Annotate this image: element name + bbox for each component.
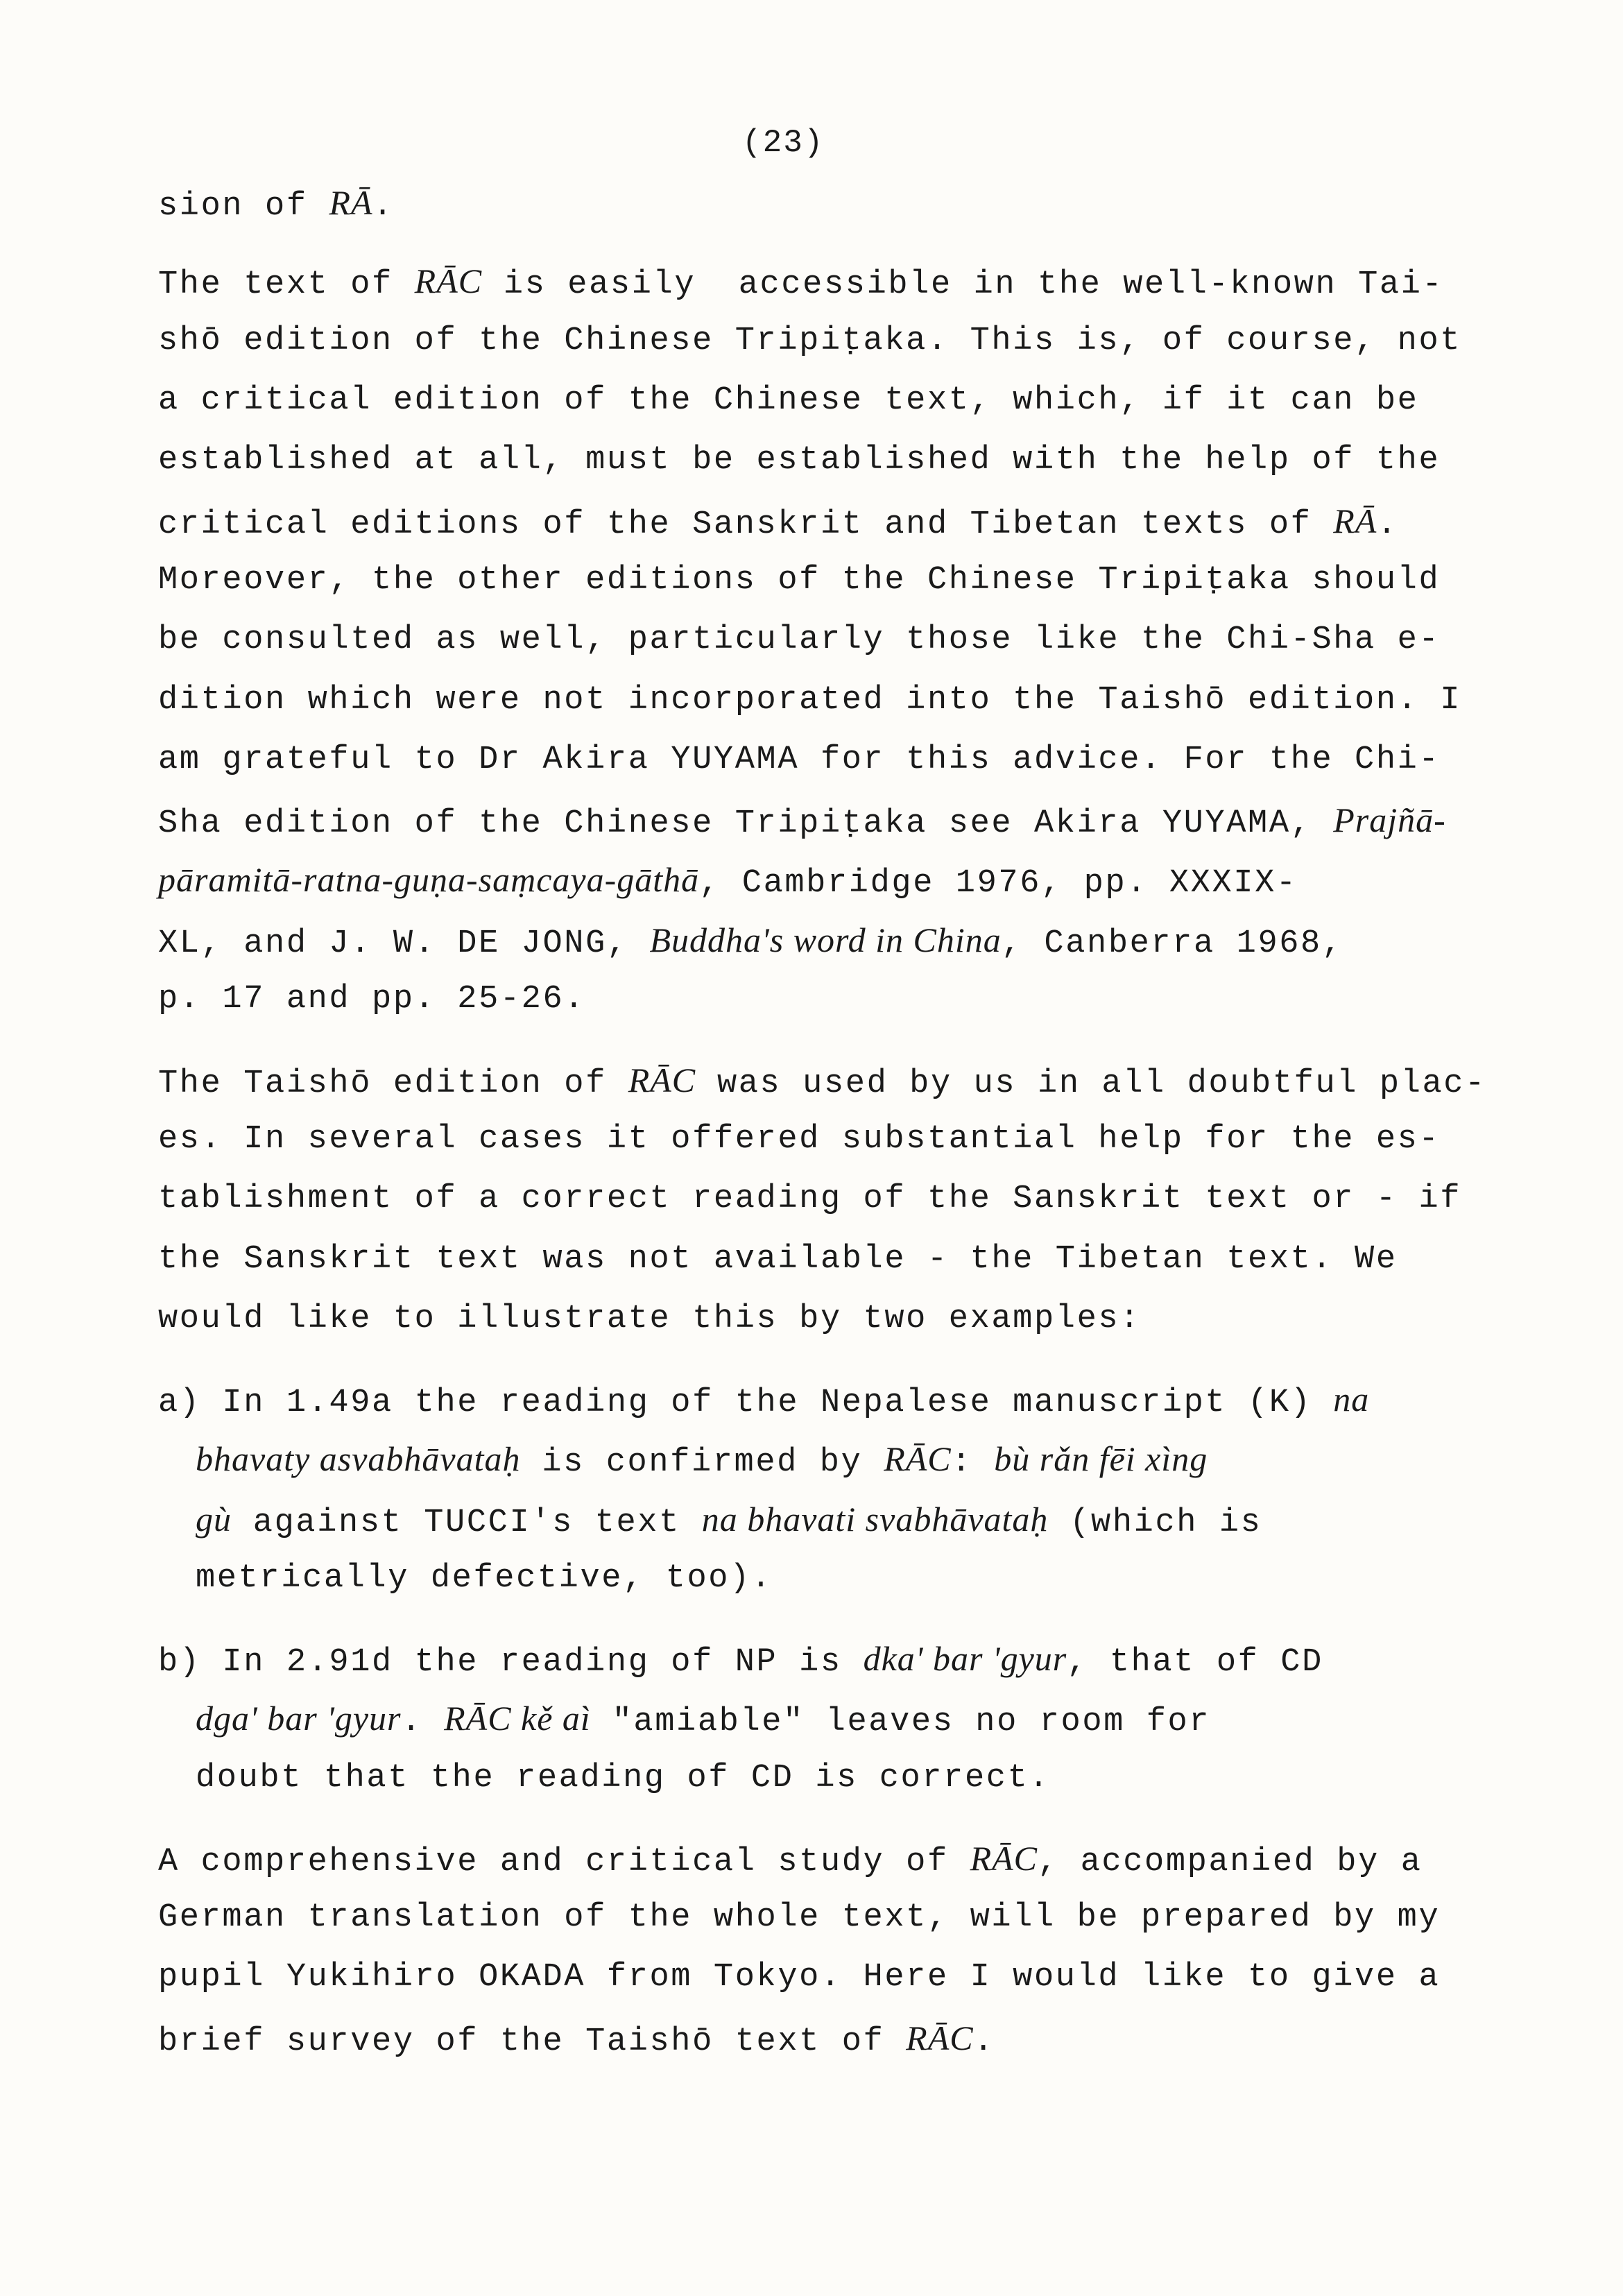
text-run: The Taishō edition of — [158, 1065, 628, 1102]
text-run: . — [372, 188, 395, 225]
italic-term: RĀC — [906, 2019, 974, 2057]
text-line — [196, 1498, 1262, 1544]
text-line — [158, 1119, 1440, 1160]
text-run: the Sanskrit text was not available - the Tibetan text. We — [158, 1241, 1398, 1278]
text-line — [158, 1059, 1486, 1105]
text-line — [158, 380, 1418, 422]
italic-term: Prajñā- — [1333, 800, 1446, 839]
text-line — [158, 799, 1446, 845]
text-run: , that of CD — [1067, 1644, 1323, 1681]
text-run: pupil Yukihiro OKADA from Tokyo. Here I would like to give a — [158, 1959, 1441, 1996]
text-run: p. 17 and pp. 25-26. — [158, 981, 586, 1018]
text-line — [196, 1558, 773, 1600]
italic-term: RĀC — [970, 1839, 1038, 1878]
text-run: tablishment of a correct reading of the Sanskrit text or - if — [158, 1181, 1462, 1217]
text-line — [158, 1638, 1323, 1684]
italic-term: RĀC kě aì — [444, 1699, 591, 1738]
text-run: metrically defective, too). — [196, 1560, 773, 1597]
text-run: a) In 1.49a the reading of the Nepalese manuscript (K) — [158, 1385, 1334, 1421]
text-run: would like to illustrate this by two examples: — [158, 1301, 1142, 1337]
text-line — [158, 1897, 1440, 1939]
text-run: shō edition of the Chinese Tripiṭaka. This is, of course, not — [158, 323, 1462, 359]
text-run: . — [973, 2023, 995, 2060]
text-run: was used by us in all doubtful plac- — [696, 1065, 1486, 1102]
italic-term: na bhavati svabhāvataḥ — [701, 1500, 1049, 1539]
text-run: . — [1377, 506, 1399, 543]
text-run: : — [951, 1444, 995, 1481]
text-line — [158, 560, 1440, 601]
text-line — [158, 440, 1440, 481]
italic-term: dga' bar 'gyur — [196, 1699, 402, 1738]
text-line — [158, 320, 1461, 362]
italic-term: dka' bar 'gyur — [863, 1639, 1067, 1678]
text-run: doubt that the reading of CD is correct. — [196, 1760, 1051, 1797]
text-run: Moreover, the other editions of the Chinese Tripiṭaka should — [158, 562, 1441, 599]
text-line — [158, 182, 394, 228]
italic-term: RĀC — [414, 262, 483, 300]
text-run: . — [401, 1704, 445, 1740]
italic-term: RĀC — [884, 1439, 952, 1478]
text-line — [158, 919, 1343, 965]
italic-term: RĀ — [329, 183, 373, 222]
text-run: (which is — [1048, 1505, 1262, 1541]
text-run: dition which were not incorporated into the Taishō edition. I — [158, 682, 1462, 719]
text-line — [158, 1957, 1440, 1998]
italic-term: pāramitā-ratna-guṇa-saṃcaya-gāthā — [158, 860, 700, 899]
text-line — [158, 859, 1298, 905]
text-line — [158, 2017, 995, 2063]
text-run: Sha edition of the Chinese Tripiṭaka see Akira YUYAMA, — [158, 805, 1334, 842]
text-line — [158, 619, 1440, 661]
text-run: is easily accessible in the well-known Tai- — [482, 266, 1444, 303]
text-run: brief survey of the Taishō text of — [158, 2023, 907, 2060]
text-line — [196, 1758, 1050, 1799]
text-run: sion of — [158, 188, 329, 225]
text-run: German translation of the whole text, will be prepared by my — [158, 1899, 1441, 1936]
text-run: be consulted as well, particularly those like the Chi-Sha e- — [158, 622, 1441, 658]
text-run: , accompanied by a — [1038, 1844, 1423, 1881]
text-line — [158, 979, 585, 1020]
text-run: established at all, must be established with the help of the — [158, 442, 1441, 479]
text-line — [158, 739, 1440, 781]
text-run: , Canberra 1968, — [1001, 925, 1343, 962]
text-line — [158, 680, 1461, 721]
text-line — [158, 1299, 1141, 1340]
text-run: am grateful to Dr Akira YUYAMA for this advice. For the Chi- — [158, 742, 1441, 778]
text-run: a critical edition of the Chinese text, which, if it can be — [158, 382, 1419, 419]
text-line — [158, 1239, 1398, 1280]
text-run: , Cambridge 1976, pp. XXXIX- — [699, 865, 1298, 902]
text-line — [158, 1837, 1423, 1883]
italic-term: bhavaty asvabhāvataḥ — [196, 1439, 521, 1478]
text-line — [158, 500, 1398, 546]
text-line — [158, 260, 1443, 306]
text-line — [158, 1179, 1461, 1220]
text-run: critical editions of the Sanskrit and Tibetan texts of — [158, 506, 1334, 543]
italic-term: RĀC — [628, 1061, 696, 1099]
italic-term: na — [1333, 1380, 1370, 1419]
text-run: es. In several cases it offered substantial help for the es- — [158, 1121, 1441, 1158]
text-run: A comprehensive and critical study of — [158, 1844, 970, 1881]
italic-term: RĀ — [1333, 502, 1377, 540]
italic-term: bù rǎn fēi xìng — [994, 1439, 1208, 1478]
text-run: XL, and J. W. DE JONG, — [158, 925, 650, 962]
text-line — [196, 1438, 1208, 1484]
page-number: (23) — [742, 125, 825, 161]
italic-term: gù — [196, 1500, 232, 1539]
text-run: "amiable" leaves no room for — [590, 1704, 1211, 1740]
text-run: against TUCCI's text — [232, 1505, 702, 1541]
text-run: is confirmed by — [520, 1444, 884, 1481]
text-run: b) In 2.91d the reading of NP is — [158, 1644, 864, 1681]
text-run: The text of — [158, 266, 415, 303]
text-line — [158, 1378, 1369, 1424]
text-line — [196, 1697, 1210, 1743]
italic-term: Buddha's word in China — [649, 920, 1002, 959]
